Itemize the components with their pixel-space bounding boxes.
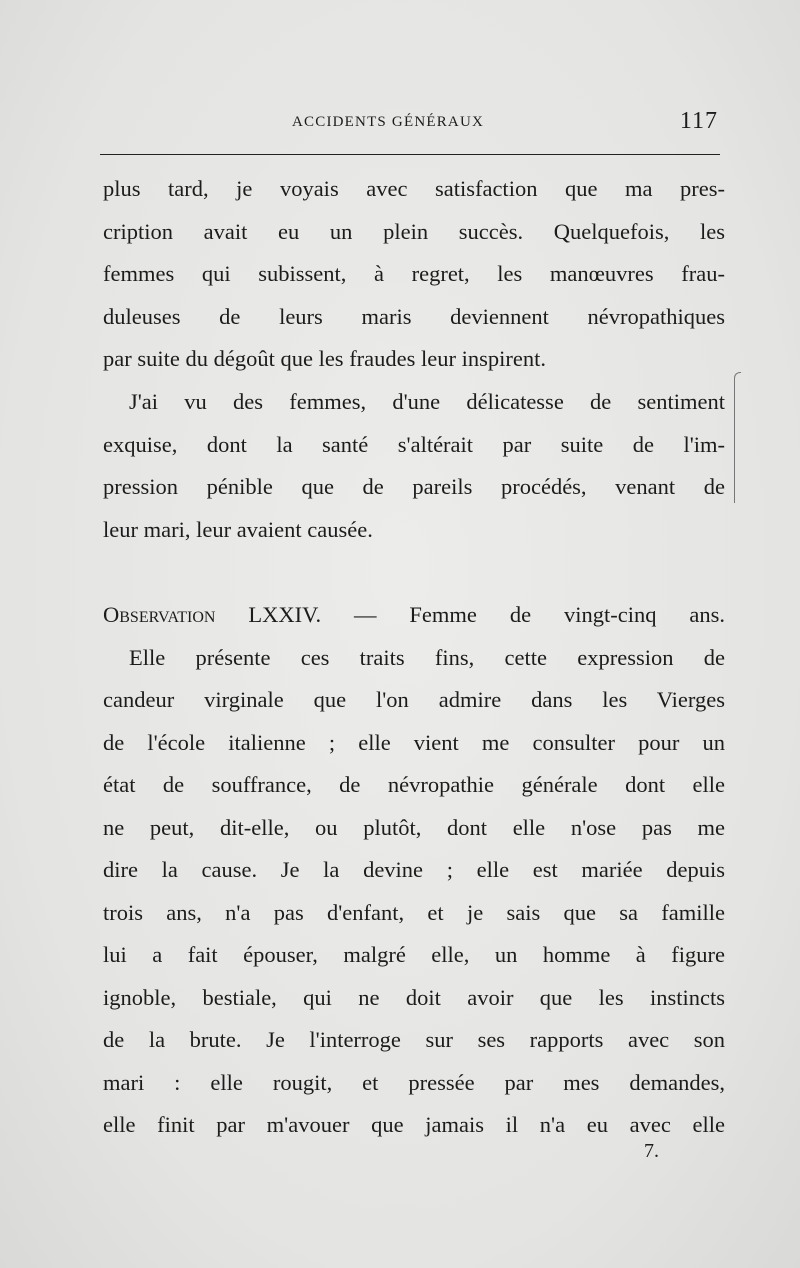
text-line: J'ai vu des femmes, d'une délicatesse de sentiment [129, 389, 725, 414]
observation-title: Observation LXXIV. [103, 602, 322, 627]
paragraph-1 [103, 168, 725, 381]
header-rule [100, 154, 720, 155]
text-line: de la brute. Je l'interroge sur ses rapports avec son [103, 1027, 725, 1052]
page-number: 117 [679, 108, 718, 134]
text-line: femmes qui subissent, à regret, les manœuvres frau- [103, 261, 725, 286]
text-line: par suite du dégoût que les fraudes leur inspirent. [103, 346, 547, 371]
text-line: mari : elle rougit, et pressée par mes demandes, [103, 1069, 725, 1095]
text-line: pression pénible que de pareils procédés, venant de [103, 474, 725, 499]
text-line: candeur virginale que l'on admire dans les Vierges [103, 687, 725, 712]
observation-subtitle: — Femme de vingt-cinq ans. [321, 602, 725, 627]
observation-heading-line [103, 594, 725, 637]
text-line: dire la cause. Je la devine ; elle est mariée depuis [103, 857, 725, 882]
text-line: plus tard, je voyais avec satisfaction que ma pres- [103, 176, 725, 201]
text-line: elle finit par m'avouer que jamais il n'a eu avec elle [103, 1112, 725, 1137]
text-line: cription avait eu un plein succès. Quelquefois, les [103, 218, 725, 244]
text-line: exquise, dont la santé s'altérait par suite de l'im- [103, 431, 725, 457]
text-line: trois ans, n'a pas d'enfant, et je sais que sa famille [103, 899, 725, 925]
text-line: état de souffrance, de névropathie générale dont elle [103, 772, 725, 797]
text-line: Elle présente ces traits fins, cette expression de [129, 644, 725, 670]
text-line: de l'école italienne ; elle vient me consulter pour un [103, 729, 725, 755]
page-header [100, 108, 720, 144]
text-line: leur mari, leur avaient causée. [103, 516, 373, 542]
text-line: duleuses de leurs maris deviennent névropathiques [103, 303, 725, 329]
text-line: ne peut, dit-elle, ou plutôt, dont elle n'ose pas me [103, 814, 725, 840]
observation-paragraph [103, 594, 725, 1147]
running-head: ACCIDENTS GÉNÉRAUX [292, 114, 485, 130]
text-line: lui a fait épouser, malgré elle, un homme à figure [103, 942, 725, 967]
margin-bracket [734, 372, 741, 503]
paragraph-2 [103, 381, 725, 551]
signature-mark: 7. [644, 1140, 659, 1162]
text-line: ignoble, bestiale, qui ne doit avoir que les instincts [103, 984, 725, 1010]
